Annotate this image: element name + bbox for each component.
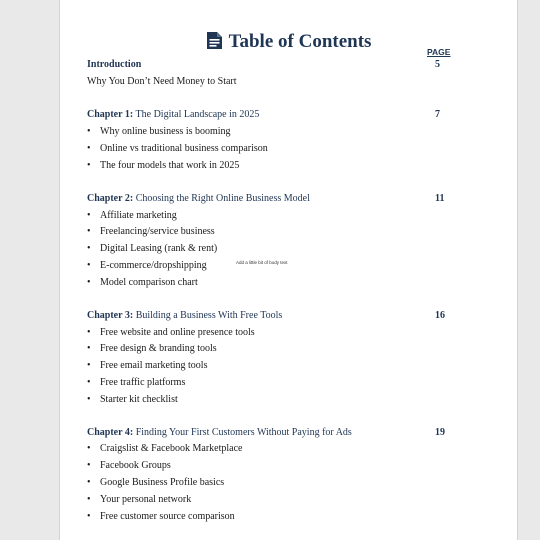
list-item: • Free website and online presence tools <box>87 327 255 338</box>
list-item: • Free traffic platforms <box>87 377 186 388</box>
list-item: • Free design & branding tools <box>87 343 217 354</box>
list-item: • Free email marketing tools <box>87 360 208 371</box>
list-item: • Online vs traditional business comparison <box>87 143 268 154</box>
toc-title-text: Table of Contents <box>228 31 372 52</box>
list-item: • Freelancing/service business <box>87 226 215 237</box>
page-column-header: PAGE <box>427 47 451 57</box>
intro-subtitle: Why You Don’t Need Money to Start <box>87 76 237 87</box>
intro-heading[interactable]: Introduction <box>87 59 142 70</box>
intro-page-number: 5 <box>435 59 440 70</box>
list-item: • Digital Leasing (rank & rent) <box>87 243 218 254</box>
list-item: • Craigslist & Facebook Marketplace <box>87 443 243 454</box>
chapter-1-heading[interactable]: Chapter 1: The Digital Landscape in 2025 <box>87 109 260 120</box>
chapter-4-page-number: 19 <box>435 427 445 438</box>
list-item: • Google Business Profile basics <box>87 477 225 488</box>
chapter-3-heading[interactable]: Chapter 3: Building a Business With Free Tools <box>87 310 283 321</box>
list-item: • E-commerce/dropshipping <box>87 260 207 271</box>
placeholder-note: Add a little bit of body text <box>236 260 288 265</box>
document-icon <box>206 31 223 50</box>
list-item: • Free customer source comparison <box>87 511 235 522</box>
chapter-3-page-number: 16 <box>435 310 445 321</box>
list-item: • Facebook Groups <box>87 460 171 471</box>
list-item: • Why online business is booming <box>87 126 231 137</box>
chapter-4-heading[interactable]: Chapter 4: Finding Your First Customers Without Paying for Ads <box>87 427 352 438</box>
document-page <box>59 0 518 540</box>
chapter-2-heading[interactable]: Chapter 2: Choosing the Right Online Business Model <box>87 193 310 204</box>
list-item: • Model comparison chart <box>87 277 198 288</box>
chapter-2-page-number: 11 <box>435 193 445 204</box>
list-item: • Your personal network <box>87 494 192 505</box>
list-item: • Starter kit checklist <box>87 394 178 405</box>
list-item: • Affiliate marketing <box>87 210 177 221</box>
list-item: • The four models that work in 2025 <box>87 160 240 171</box>
chapter-1-page-number: 7 <box>435 109 440 120</box>
